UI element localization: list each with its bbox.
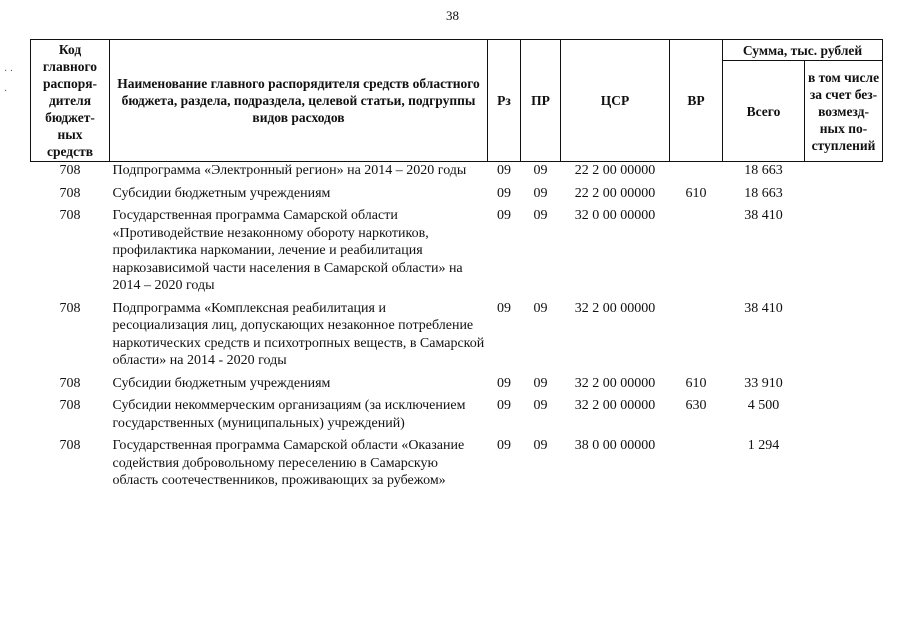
row-pr: 09 [533,163,548,178]
table-row [31,207,883,300]
header-csr: ЦСР [561,40,670,162]
row-rz: 09 [497,163,511,178]
row-rz: 09 [497,300,511,316]
row-code: 708 [59,163,81,178]
row-vr [670,162,723,185]
header-total: Всего [723,61,805,162]
row-vr [670,300,723,375]
row-csr: 22 2 00 00000 [574,185,656,201]
header-rz: Рз [488,40,521,162]
row-pr: 09 [533,398,548,413]
table-body [31,162,883,495]
row-total: 1 294 [747,438,780,453]
header-sum-group: Сумма, тыс. рублей [723,40,883,61]
row-total: 33 910 [744,375,783,391]
row-gratuitous [805,375,883,398]
row-csr: 38 0 00 00000 [574,438,656,453]
row-code: 708 [59,398,81,413]
margin-mark: · · [4,66,14,77]
table-row [31,185,883,208]
row-rz: 09 [497,438,511,453]
header-name: Наименование главного распорядителя средств областного бюджета, раздела, подраздела, целевой статьи, подгруппы видов расходов [110,40,488,162]
row-total: 4 500 [747,398,780,413]
table-row [31,397,883,437]
row-rz: 09 [497,375,511,391]
row-csr: 32 2 00 00000 [574,300,656,316]
row-name: Государственная программа Самарской области «Оказание содействия добровольному переселению в Самарскую область соотечественников, проживающих за рубежом» [112,438,465,488]
row-rz: 09 [497,398,511,413]
row-code: 708 [59,208,81,223]
margin-mark: · [4,86,8,97]
header-vr: ВР [670,40,723,162]
row-vr: 610 [685,185,707,201]
row-name: Подпрограмма «Комплексная реабилитация и ресоциализация лиц, допускающих незаконное потребление наркотических средств и психотропных веществ, в Самарской области» на 2014 - 2020 годы [112,300,485,368]
row-csr: 32 2 00 00000 [574,398,656,413]
row-code: 708 [59,300,81,316]
table-row [31,162,883,185]
header-gratuitous: в том числе за счет без-возмезд-ных по-ступлений [805,61,883,162]
row-total: 18 663 [744,185,783,201]
row-gratuitous [805,185,883,208]
row-code: 708 [59,185,81,201]
table-header [31,40,883,162]
row-code: 708 [59,375,81,391]
header-code: Код главного распоря-дителя бюджет-ных средств [31,40,110,162]
row-total: 38 410 [744,300,783,316]
margin-marks [4,62,13,102]
header-pr: ПР [521,40,561,162]
row-name: Субсидии бюджетным учреждениям [112,375,331,391]
row-gratuitous [805,437,883,495]
row-gratuitous [805,300,883,375]
row-vr: 630 [685,398,707,413]
row-csr: 32 2 00 00000 [574,375,656,391]
row-pr: 09 [533,208,548,223]
row-csr: 22 2 00 00000 [574,163,656,178]
table-row [31,300,883,375]
row-code: 708 [59,438,81,453]
table-row [31,437,883,495]
row-name: Субсидии некоммерческим организациям (за исключением государственных (муниципальных) учреждений) [112,398,466,431]
row-gratuitous [805,397,883,437]
page-number: 38 [446,8,459,23]
row-gratuitous [805,162,883,185]
table-row [31,375,883,398]
row-rz: 09 [497,208,511,223]
row-name: Субсидии бюджетным учреждениям [112,185,331,201]
row-vr [670,207,723,300]
row-name: Государственная программа Самарской области «Противодействие незаконному обороту наркотиков, профилактика наркомании, лечение и реабилитация наркозависимой части населения в Самарской области» на 2014 – 2020 годы [112,208,463,293]
row-pr: 09 [533,438,548,453]
row-rz: 09 [497,185,511,201]
row-pr: 09 [533,375,548,391]
row-vr [670,437,723,495]
row-total: 18 663 [744,163,783,178]
row-name: Подпрограмма «Электронный регион» на 2014 – 2020 годы [112,163,467,178]
row-pr: 09 [533,185,548,201]
row-gratuitous [805,207,883,300]
row-vr: 610 [685,375,707,391]
budget-table [30,39,883,495]
row-pr: 09 [533,300,548,316]
row-csr: 32 0 00 00000 [574,208,656,223]
row-total: 38 410 [744,208,783,223]
